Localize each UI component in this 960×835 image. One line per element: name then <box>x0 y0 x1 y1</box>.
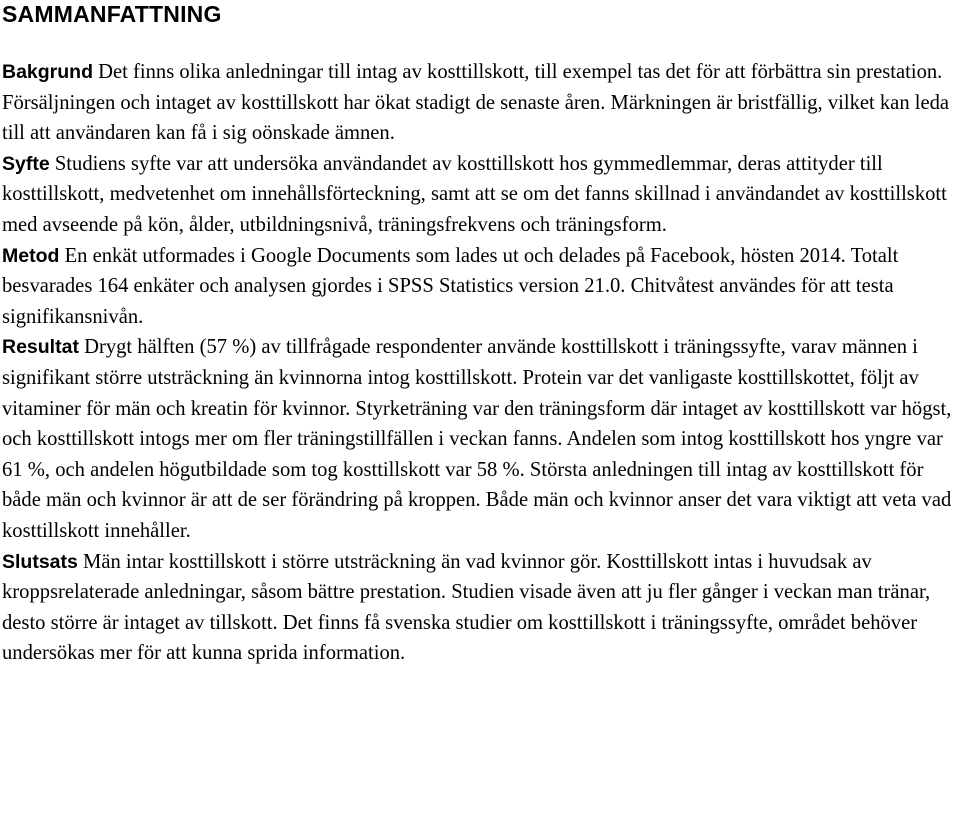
section-bakgrund <box>2 57 956 149</box>
section-label-slutsats: Slutsats <box>2 550 78 573</box>
section-label-syfte: Syfte <box>2 152 50 175</box>
section-label-metod: Metod <box>2 244 60 267</box>
heading-spacer <box>2 28 956 57</box>
section-metod <box>2 241 956 333</box>
section-text-resultat: Drygt hälften (57 %) av tillfrågade respondenter använde kosttillskott i träningssyfte, varav männen i signifikant större utsträckning än kvinnorna intog kosttillskott. Protein var det vanligaste kosttillskottet, följt av vitaminer för män och kreatin för kvinnor. Styrketräning var den träningsform där intaget av kosttillskott var högst, och kosttillskott intogs mer om fler träningstillfällen i veckan fanns. Andelen som intog kosttillskott hos yngre var 61 %, och andelen högutbildade som tog kosttillskott var 58 %. Största anledningen till intag av kosttillskott för både män och kvinnor är att de ser förändring på kroppen. Både män och kvinnor anser det vara viktigt att veta vad kosttillskott innehåller. <box>2 336 952 542</box>
section-text-bakgrund: Det finns olika anledningar till intag av kosttillskott, till exempel tas det för att förbättra sin prestation. Försäljningen och intaget av kosttillskott har ökat stadigt de senaste åren. Märkningen är bristfällig, vilket kan leda till att användaren kan få i sig oönskade ämnen. <box>2 61 950 145</box>
section-text-metod: En enkät utformades i Google Documents som lades ut och delades på Facebook, hösten 2014. Totalt besvarades 164 enkäter och analysen gjordes i SPSS Statistics version 21.0. Chitvåtest användes för att testa signifikansnivån. <box>2 244 899 328</box>
section-text-slutsats: Män intar kosttillskott i större utsträckning än vad kvinnor gör. Kosttillskott intas i huvudsak av kroppsrelaterade anledningar, såsom bättre prestation. Studien visade även att ju fler gånger i veckan man tränar, desto större är intaget av tillskott. Det finns få svenska studier om kosttillskott i träningssyfte, området behöver undersökas mer för att kunna sprida information. <box>2 550 931 665</box>
section-syfte <box>2 149 956 241</box>
page-title: SAMMANFATTNING <box>2 1 222 27</box>
section-slutsats <box>2 547 956 669</box>
section-label-resultat: Resultat <box>2 336 79 359</box>
abstract-body <box>2 57 956 669</box>
section-text-syfte: Studiens syfte var att undersöka användandet av kosttillskott hos gymmedlemmar, deras attityder till kosttillskott, medvetenhet om innehållsförteckning, samt att se om det fanns skillnad i användandet av kosttillskott med avseende på kön, ålder, utbildningsnivå, träningsfrekvens och träningsform. <box>2 152 947 236</box>
section-resultat <box>2 332 956 546</box>
section-label-bakgrund: Bakgrund <box>2 61 94 83</box>
